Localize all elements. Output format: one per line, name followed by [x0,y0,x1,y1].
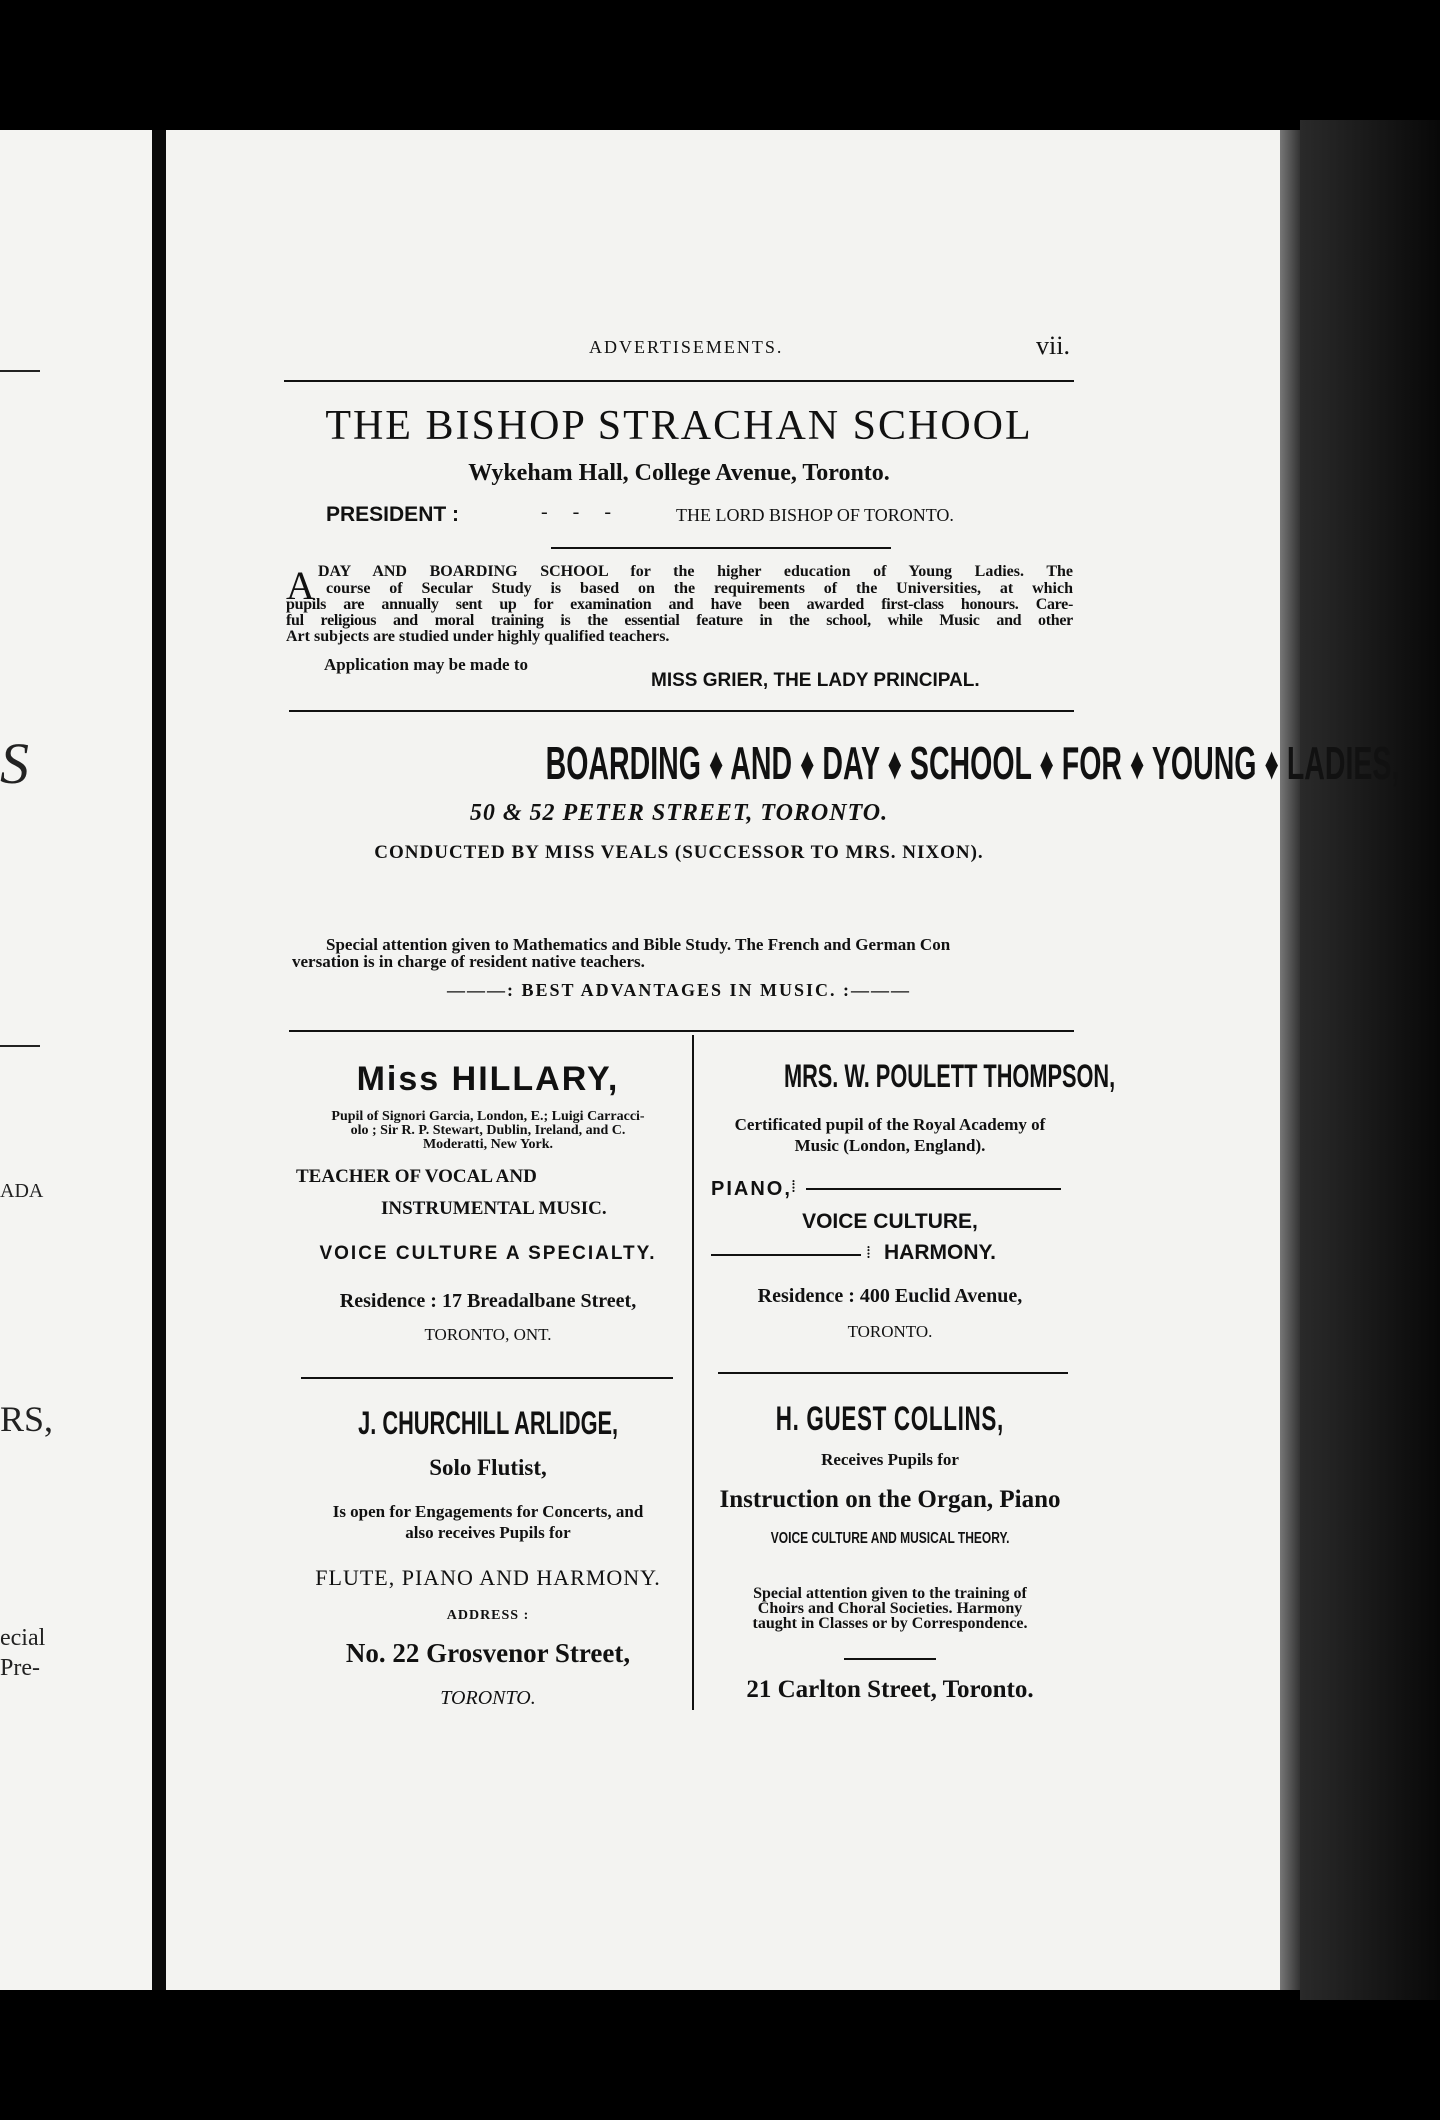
president-label: PRESIDENT : [326,503,460,526]
thompson-city: TORONTO. [847,1322,933,1341]
thompson-dots: ⁞ [791,1176,797,1196]
bishop-strachan-address: Wykeham Hall, College Avenue, Toronto. [468,460,890,486]
collins-voice: VOICE CULTURE AND MUSICAL THEORY. [770,1530,1010,1547]
left-fragment: ADA [0,1180,44,1202]
thompson-name-wrap [706,1058,1116,1095]
arlidge-text: Is open for Engagements for Concerts, and [332,1502,644,1521]
thompson-dots: ⁞ [866,1242,872,1262]
left-fragment: RS, [0,1399,54,1439]
collins-special: taught in Classes or by Correspondence. [752,1615,1028,1632]
page-gutter [152,130,166,1990]
section-rule [289,710,1074,712]
left-fragment: ecial [0,1625,46,1651]
hillary-pupil-line: Pupil of Signori Garcia, London, E.; Luigi Carracci- [331,1109,645,1124]
bishop-body-line: DAY AND BOARDING SCHOOL for the higher education of Young Ladies. The [318,563,1073,580]
bishop-body-line: ful religious and moral training is the essential feature in the school, while Music and other [286,612,1073,629]
arlidge-name: J. CHURCHILL ARLIDGE, [358,1405,618,1441]
thompson-voice: VOICE CULTURE, [802,1210,978,1233]
hillary-city: TORONTO, ONT. [424,1325,552,1344]
page-header-title: ADVERTISEMENTS. [589,337,784,357]
page-edge [1280,130,1300,1990]
advertisement-page [166,130,1400,1990]
collins-special: Special attention given to the training of [753,1585,1027,1602]
thompson-cert: Music (London, England). [794,1136,986,1155]
collins-instruction: Instruction on the Organ, Piano [719,1486,1061,1513]
left-facing-page [0,130,152,1990]
collins-address: 21 Carlton Street, Toronto. [746,1676,1034,1703]
arlidge-address: No. 22 Grosvenor Street, [345,1638,631,1668]
boarding-title-wrap [284,736,1400,790]
boarding-school-conducted: CONDUCTED BY MISS VEALS (SUCCESSOR TO MRS. NIXON). [374,842,984,863]
hillary-teacher: INSTRUMENTAL MUSIC. [381,1198,607,1219]
collins-name: H. GUEST COLLINS, [775,1400,1005,1438]
hillary-name: Miss HILLARY, [356,1060,620,1098]
section-rule [289,1030,1074,1032]
arlidge-address-label: ADDRESS : [446,1608,530,1623]
collins-name-wrap [706,1400,1074,1439]
arlidge-name-wrap [284,1405,692,1442]
president-dashes: - - - [541,501,611,523]
hillary-residence: Residence : 17 Breadalbane Street, [339,1290,637,1312]
boarding-school-text: versation is in charge of resident native teachers. [292,952,645,971]
left-rule [0,370,40,372]
boarding-school-title: BOARDING ♦ AND ♦ DAY ♦ SCHOOL ♦ FOR ♦ YOUNG ♦ LADIES, [545,737,1400,789]
thompson-name: MRS. W. POULETT THOMPSON, [783,1058,1116,1094]
header-rule [284,380,1074,382]
boarding-school-music: ———: BEST ADVANTAGES IN MUSIC. :——— [446,980,912,1000]
thompson-cert: Certificated pupil of the Royal Academy of [734,1115,1046,1134]
bishop-strachan-title: THE BISHOP STRACHAN SCHOOL [325,403,1033,449]
arlidge-text: also receives Pupils for [405,1523,571,1542]
bishop-body-line: Art subjects are studied under highly qualified teachers. [286,628,670,645]
thompson-rule [711,1254,861,1256]
background-dark [1300,120,1440,2000]
section-rule [718,1372,1068,1374]
thompson-piano: PIANO, [711,1178,792,1200]
principal-name: MISS GRIER, THE LADY PRINCIPAL. [651,670,980,691]
arlidge-subjects: FLUTE, PIANO AND HARMONY. [315,1565,661,1590]
application-text: Application may be made to [324,655,528,674]
bishop-body-line: pupils are annually sent up for examination and have been awarded first-class honours. Care- [286,596,1073,613]
page-number: vii. [1036,331,1070,360]
column-divider [692,1035,694,1710]
section-rule [844,1658,936,1660]
collins-special: Choirs and Choral Societies. Harmony [757,1600,1023,1617]
collins-voice-wrap [706,1530,1074,1548]
boarding-school-text: Special attention given to Mathematics and Bible Study. The French and German Con [326,935,951,954]
thompson-residence: Residence : 400 Euclid Avenue, [757,1285,1023,1307]
boarding-school-address: 50 & 52 PETER STREET, TORONTO. [469,800,889,826]
hillary-pupil-line: olo ; Sir R. P. Stewart, Dublin, Ireland, and C. [350,1123,626,1138]
drop-cap: A [286,563,315,608]
thompson-rule [806,1188,1061,1190]
president-name: THE LORD BISHOP OF TORONTO. [676,505,954,525]
left-fragment: Pre- [0,1655,40,1681]
section-rule [301,1377,673,1379]
hillary-teacher: TEACHER OF VOCAL AND [296,1166,537,1187]
left-fragment: S [0,731,29,796]
arlidge-city: TORONTO. [440,1687,536,1709]
left-rule [0,1045,40,1047]
arlidge-role: Solo Flutist, [429,1455,547,1480]
hillary-pupil-line: Moderatti, New York. [422,1137,554,1152]
collins-receives: Receives Pupils for [821,1450,959,1469]
hillary-voice: VOICE CULTURE A SPECIALTY. [319,1243,657,1264]
section-rule [551,547,891,549]
bishop-body-line: course of Secular Study is based on the requirements of the Universities, at which [326,580,1073,597]
thompson-harmony: HARMONY. [884,1241,997,1264]
